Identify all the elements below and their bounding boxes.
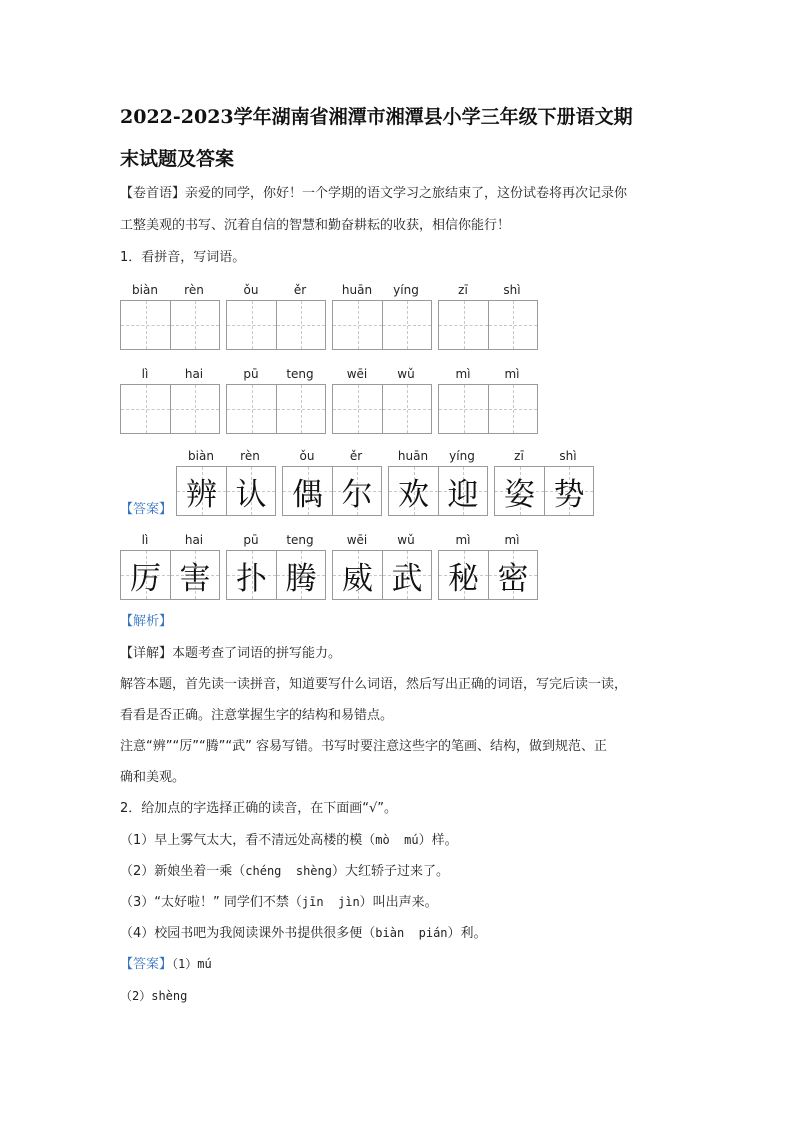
- item-text: ）大红轿子过来了。: [331, 864, 449, 879]
- pinyin: huān: [341, 283, 373, 297]
- word-box[interactable]: [120, 300, 220, 350]
- pinyin: mì: [455, 533, 471, 547]
- question-2-stem: 2．给加点的字选择正确的读音，在下面画“√”。: [120, 801, 398, 816]
- answer-grid-row-1: [176, 466, 656, 516]
- preface-label: 【卷首语】: [120, 186, 186, 201]
- pinyin: ěr: [293, 283, 307, 297]
- item-text: ）样。: [418, 833, 458, 848]
- word-box: [438, 550, 538, 600]
- reading-options: biàn pián: [375, 926, 448, 940]
- answer-char: 偶: [292, 476, 323, 513]
- pinyin: mì: [504, 533, 520, 547]
- detail-text: 本题考查了词语的拼写能力。: [172, 646, 342, 661]
- word-box[interactable]: [438, 300, 538, 350]
- pinyin-row-1-answer: [176, 448, 656, 464]
- answer-char: 尔: [341, 476, 373, 513]
- pinyin: huān: [397, 449, 429, 463]
- pinyin: teng: [286, 533, 314, 547]
- question-1-stem: 1．看拼音，写词语。: [120, 250, 246, 265]
- preface-text-1: 亲爱的同学，你好！一个学期的语文学习之旅结束了，这份试卷将再次记录你: [185, 186, 628, 201]
- pinyin: shì: [559, 449, 577, 463]
- pinyin: yíng: [449, 449, 475, 463]
- answer-char: 秘: [448, 560, 479, 597]
- question-2-answer-line-1: [120, 955, 212, 974]
- writing-grid-row-2: [120, 384, 600, 434]
- answer-char: 密: [497, 560, 529, 597]
- preface-line-2: 工整美观的书写、沉着自信的智慧和勤奋耕耘的收获，相信你能行！: [120, 218, 511, 233]
- word-box: [282, 466, 382, 516]
- pinyin: ǒu: [299, 449, 315, 463]
- document-title-line-1: 2022-2023学年湖南省湘潭市湘潭县小学三年级下册语文期: [120, 106, 633, 128]
- analysis-paragraph-1b: 看看是否正确。注意掌握生字的结构和易错点。: [120, 708, 394, 723]
- word-box[interactable]: [226, 300, 326, 350]
- item-text: ）叫出声来。: [359, 895, 438, 910]
- word-box[interactable]: [438, 384, 538, 434]
- answer-char: 威: [342, 560, 373, 597]
- word-box: [494, 466, 594, 516]
- answer-char: 辨: [186, 476, 217, 513]
- pinyin: mì: [504, 367, 520, 381]
- answer-char: 厉: [130, 560, 161, 597]
- answer-1: （1）mú: [172, 957, 212, 971]
- answer-char: 扑: [236, 560, 267, 597]
- pinyin: hai: [184, 367, 204, 381]
- answer-char: 腾: [285, 560, 317, 597]
- pinyin: wēi: [346, 533, 368, 547]
- pinyin-row-2-answer: [120, 532, 600, 548]
- pinyin: wēi: [346, 367, 368, 381]
- question-2-item: [120, 924, 487, 943]
- item-text: （3）“太好啦！” 同学们不禁（: [120, 895, 302, 910]
- pinyin: rèn: [184, 283, 204, 297]
- pinyin: wǔ: [397, 533, 415, 547]
- reading-options: jīn jìn: [301, 895, 360, 909]
- pinyin: biàn: [188, 449, 214, 463]
- pinyin: biàn: [132, 283, 158, 297]
- pinyin: shì: [503, 283, 521, 297]
- word-box[interactable]: [332, 300, 432, 350]
- writing-grid-row-1: [120, 300, 600, 350]
- pinyin: lì: [141, 367, 149, 381]
- question-2-item: [120, 831, 458, 850]
- analysis-paragraph-2a: 注意“辨”“厉”“腾”“武” 容易写错。书写时要注意这些字的笔画、结构，做到规范、正: [120, 739, 608, 754]
- document-title-line-2: 末试题及答案: [120, 148, 235, 170]
- word-box: [388, 466, 488, 516]
- pinyin: yíng: [393, 283, 419, 297]
- pinyin: ǒu: [243, 283, 259, 297]
- analysis-paragraph-1a: 解答本题，首先读一读拼音，知道要写什么词语，然后写出正确的词语，写完后读一读，: [120, 677, 628, 692]
- answer-char: 欢: [398, 476, 429, 513]
- preface-line-1: [120, 185, 627, 203]
- word-box[interactable]: [226, 384, 326, 434]
- word-box[interactable]: [332, 384, 432, 434]
- answer-char: 害: [179, 560, 211, 597]
- pinyin: teng: [286, 367, 314, 381]
- reading-options: mò mú: [375, 833, 419, 847]
- answer-char: 势: [553, 476, 585, 513]
- detail-line: [120, 645, 341, 663]
- answer-char: 姿: [504, 476, 535, 513]
- answer-grid-row-2: [120, 550, 600, 600]
- word-box: [226, 550, 326, 600]
- item-text: ）利。: [447, 926, 487, 941]
- pinyin-row-2-blank: [120, 366, 600, 382]
- pinyin: wǔ: [397, 367, 415, 381]
- reading-options: chéng shèng: [245, 864, 332, 878]
- word-box: [176, 466, 276, 516]
- pinyin: hai: [184, 533, 204, 547]
- answer-char: 认: [235, 476, 267, 513]
- detail-label: 【详解】: [120, 646, 173, 661]
- analysis-paragraph-2b: 确和美观。: [120, 770, 186, 785]
- question-2-item: [120, 893, 438, 912]
- answer-label: 【答案】: [120, 502, 173, 517]
- answer-label: 【答案】: [120, 957, 173, 972]
- pinyin: rèn: [240, 449, 260, 463]
- word-box: [332, 550, 432, 600]
- pinyin-row-1-blank: [120, 282, 600, 298]
- pinyin: zī: [458, 283, 468, 297]
- pinyin: pū: [243, 533, 259, 547]
- analysis-label: 【解析】: [120, 614, 173, 629]
- pinyin: lì: [141, 533, 149, 547]
- answer-char: 武: [391, 560, 423, 597]
- pinyin: zī: [514, 449, 524, 463]
- word-box: [120, 550, 220, 600]
- question-2-item: [120, 862, 449, 881]
- pinyin: mì: [455, 367, 471, 381]
- item-text: （1）早上雾气太大，看不清远处高楼的模（: [120, 833, 376, 848]
- word-box[interactable]: [120, 384, 220, 434]
- pinyin: ěr: [349, 449, 363, 463]
- item-text: （4）校园书吧为我阅读课外书提供很多便（: [120, 926, 376, 941]
- pinyin: pū: [243, 367, 259, 381]
- answer-char: 迎: [447, 476, 479, 513]
- item-text: （2）新娘坐着一乘（: [120, 864, 246, 879]
- question-2-answer-line-2: （2）shèng: [120, 989, 188, 1003]
